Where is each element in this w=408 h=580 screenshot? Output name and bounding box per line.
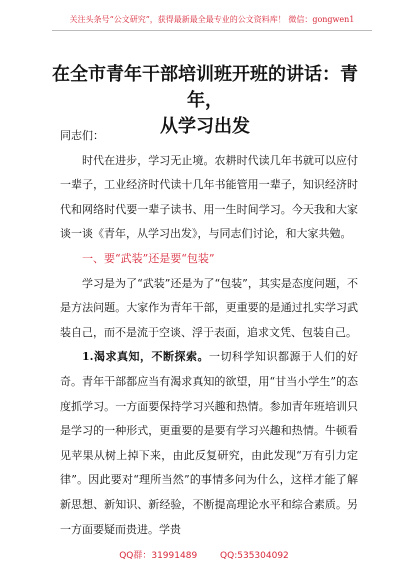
footer-qq-group: QQ群：31991489 — [119, 551, 198, 561]
footer — [0, 548, 408, 561]
footer-qq: QQ:535304092 — [220, 551, 289, 561]
subheading-1: 1.渴求真知，不断探索。 — [82, 350, 209, 364]
section-heading-1: 一、要“武装”还是要“包装” — [82, 251, 215, 265]
document-body — [60, 124, 358, 542]
paragraph-subsection-1 — [60, 345, 358, 542]
subsection-1-text: 一切科学知识都源于人们的好奇。青年干部都应当有渴求真知的欲望，用“甘当小学生”的态度抓学习。一方面要保持学习兴趣和热情。参加青年班培训只是学习的一种形式，更重要的是要有学习兴趣和热情。牛顿看见苹果从树上掉下来，由此反复研究，由此发现“万有引力定律”。因此要对“理所当然”的事情多问为什么，这样才能了解新思想、新知识、新经验，不断提高理论水平和综合素质。另一方面要疑而贵进。学贵 — [60, 350, 359, 536]
title-line-2: 从学习出发 — [160, 116, 250, 137]
salutation: 同志们： — [60, 129, 104, 142]
header-notice: 关注头条号“公文研究”，获得最新最全最专业的公文资料库！ 微信：gongwen1 — [52, 14, 372, 31]
paragraph-intro: 时代在进步，学习无止境。农耕时代读几年书就可以应付一辈子，工业经济时代读十几年书能管用一辈子，知识经济时代和网络时代要一辈子读书、用一生时间学习。今天我和大家谈一谈《青年，从学习出发》，与同志们讨论，和大家共勉。 — [60, 153, 358, 241]
paragraph-section-1: 学习是为了“武装”还是为了“包装”，其实是态度问题，不是方法问题。大家作为青年干部，更重要的是通过扎实学习武装自己，而不是流于空谈、浮于表面，追求文凭、包装自己。 — [60, 276, 358, 339]
title-line-1: 在全市青年干部培训班开班的讲话：青年， — [52, 64, 358, 111]
